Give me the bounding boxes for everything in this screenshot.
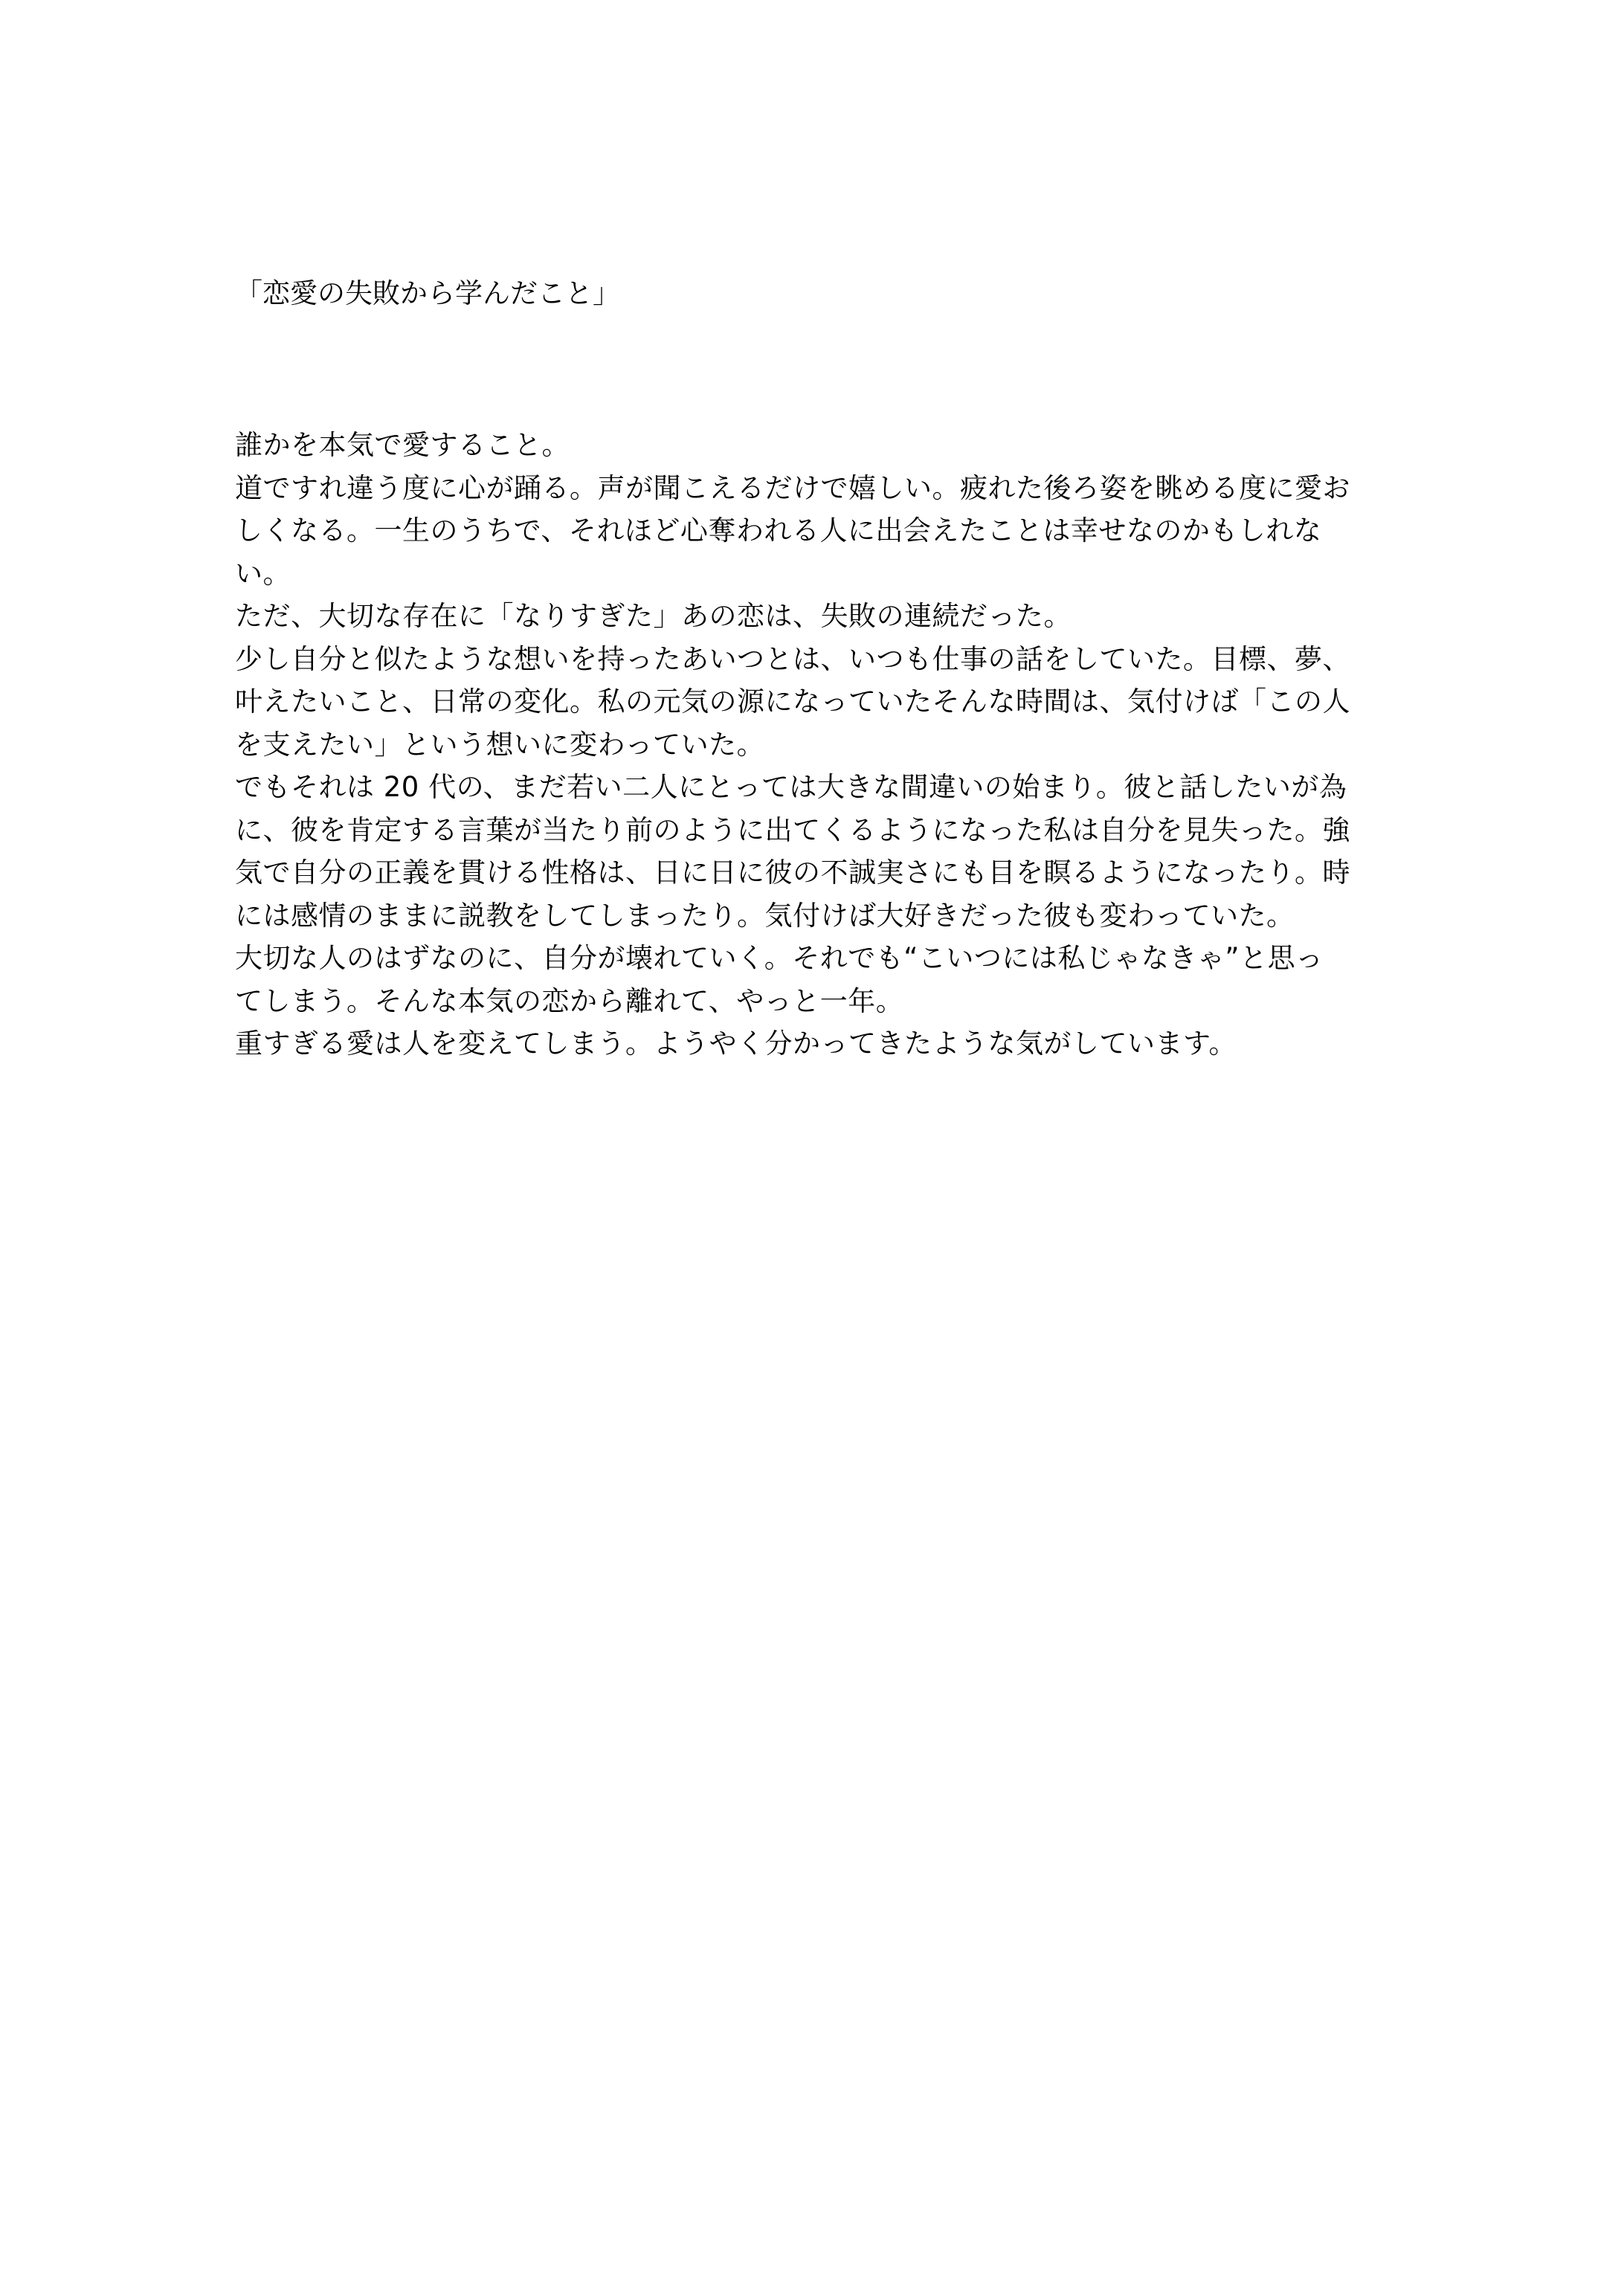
body-line: ただ、大切な存在に「なりすぎた」あの恋は、失敗の連続だった。 [235,600,1072,632]
body-line: に、彼を肯定する言葉が当たり前のように出てくるようになった私は自分を見失った。強 [235,813,1350,846]
document-title: 「恋愛の失敗から学んだこと」 [235,277,620,309]
body-line: 誰かを本気で愛すること。 [235,429,570,461]
body-line: い。 [235,557,291,590]
body-line: を支えたい」という想いに変わっていた。 [235,728,765,761]
body-line: 気で自分の正義を貫ける性格は、日に日に彼の不誠実さにも目を瞑るようになったり。時 [235,857,1350,889]
body-line: てしまう。そんな本気の恋から離れて、やっと一年。 [235,984,904,1017]
document-body [235,424,1395,1065]
body-line: 少し自分と似たような想いを持ったあいつとは、いつも仕事の話をしていた。目標、夢、 [235,642,1350,675]
body-line: 重すぎる愛は人を変えてしまう。ようやく分かってきたような気がしています。 [235,1028,1237,1060]
body-line: でもそれは 20 代の、まだ若い二人にとっては大きな間違いの始まり。彼と話したいが為 [235,771,1347,803]
body-line: 大切な人のはずなのに、自分が壊れていく。それでも“こいつには私じゃなきゃ”と思っ [235,942,1324,974]
body-line: には感情のままに説教をしてしまったり。気付けば大好きだった彼も変わっていた。 [235,899,1295,932]
body-line: 叶えたいこと、日常の変化。私の元気の源になっていたそんな時間は、気付けば「この人 [235,686,1350,718]
body-line: 道ですれ違う度に心が踊る。声が聞こえるだけで嬉しい。疲れた後ろ姿を眺める度に愛お [235,471,1350,504]
body-line: しくなる。一生のうちで、それほど心奪われる人に出会えたことは幸せなのかもしれな [235,515,1322,546]
